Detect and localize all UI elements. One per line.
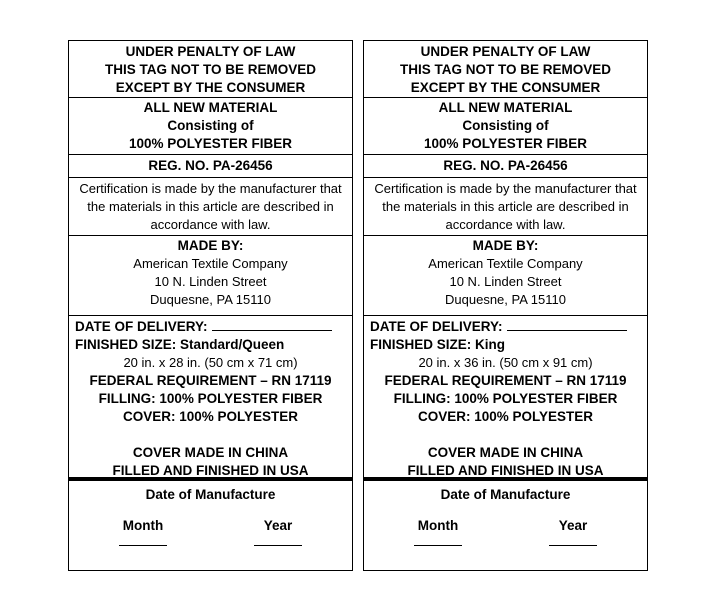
origin-line: FILLED AND FINISHED IN USA <box>407 463 604 478</box>
manufacture-date-section <box>69 481 352 571</box>
material-line: 100% POLYESTER FIBER <box>423 136 588 151</box>
certification-line: accordance with law. <box>445 217 566 232</box>
delivery-date-blank <box>507 318 627 331</box>
spacer <box>69 426 352 444</box>
manufacturer-section <box>364 236 647 316</box>
material-section <box>364 98 647 155</box>
penalty-line: EXCEPT BY THE CONSUMER <box>410 80 601 95</box>
maker-line: American Textile Company <box>428 256 583 271</box>
dimensions: 20 in. x 28 in. (50 cm x 71 cm) <box>123 355 298 370</box>
federal-requirement: FEDERAL REQUIREMENT – RN 17119 <box>89 373 332 388</box>
cover-content: COVER: 100% POLYESTER <box>417 409 594 424</box>
certification-line: Certification is made by the manufacturer that <box>79 181 342 196</box>
filling-content: FILLING: 100% POLYESTER FIBER <box>393 391 618 406</box>
month-blank <box>414 545 462 546</box>
delivery-date-row <box>364 318 647 336</box>
origin-line: COVER MADE IN CHINA <box>132 445 289 460</box>
material-line: ALL NEW MATERIAL <box>143 100 278 115</box>
material-section <box>69 98 352 155</box>
month-label: Month <box>122 518 164 533</box>
penalty-notice <box>364 41 647 98</box>
federal-requirement: FEDERAL REQUIREMENT – RN 17119 <box>384 373 627 388</box>
month-field <box>113 517 173 546</box>
maker-line: 10 N. Linden Street <box>154 274 267 289</box>
manufacture-date-title: Date of Manufacture <box>145 487 276 502</box>
penalty-line: UNDER PENALTY OF LAW <box>420 44 591 59</box>
product-details-section <box>364 316 647 481</box>
penalty-line: EXCEPT BY THE CONSUMER <box>115 80 306 95</box>
filling-content: FILLING: 100% POLYESTER FIBER <box>98 391 323 406</box>
certification-line: the materials in this article are described in <box>87 199 334 214</box>
penalty-line: UNDER PENALTY OF LAW <box>125 44 296 59</box>
delivery-date-label: DATE OF DELIVERY: <box>370 319 503 334</box>
month-label: Month <box>417 518 459 533</box>
year-label: Year <box>263 518 293 533</box>
finished-size: FINISHED SIZE: King <box>370 337 505 352</box>
registration-section <box>69 155 352 178</box>
year-field <box>543 517 603 546</box>
maker-line: American Textile Company <box>133 256 288 271</box>
registration-number: REG. NO. PA-26456 <box>443 158 568 173</box>
maker-line: Duquesne, PA 15110 <box>150 292 271 307</box>
year-blank <box>254 545 302 546</box>
month-blank <box>119 545 167 546</box>
certification-section <box>364 178 647 236</box>
made-by-label: MADE BY: <box>472 238 539 253</box>
maker-line: 10 N. Linden Street <box>449 274 562 289</box>
maker-line: Duquesne, PA 15110 <box>445 292 566 307</box>
delivery-date-label: DATE OF DELIVERY: <box>75 319 208 334</box>
manufacture-date-section <box>364 481 647 571</box>
penalty-notice <box>69 41 352 98</box>
registration-section <box>364 155 647 178</box>
material-line: 100% POLYESTER FIBER <box>128 136 293 151</box>
year-field <box>248 517 308 546</box>
delivery-date-blank <box>212 318 332 331</box>
law-tag-standard-queen <box>68 40 353 571</box>
product-details-section <box>69 316 352 481</box>
registration-number: REG. NO. PA-26456 <box>148 158 273 173</box>
certification-line: the materials in this article are described in <box>382 199 629 214</box>
spacer <box>364 426 647 444</box>
material-line: Consisting of <box>167 118 254 133</box>
certification-line: accordance with law. <box>150 217 271 232</box>
manufacture-date-title: Date of Manufacture <box>440 487 571 502</box>
manufacturer-section <box>69 236 352 316</box>
certification-line: Certification is made by the manufacturer that <box>374 181 637 196</box>
cover-content: COVER: 100% POLYESTER <box>122 409 299 424</box>
certification-section <box>69 178 352 236</box>
month-field <box>408 517 468 546</box>
law-tag-king <box>363 40 648 571</box>
material-line: Consisting of <box>462 118 549 133</box>
origin-line: FILLED AND FINISHED IN USA <box>112 463 309 478</box>
made-by-label: MADE BY: <box>177 238 244 253</box>
penalty-line: THIS TAG NOT TO BE REMOVED <box>104 62 316 77</box>
finished-size: FINISHED SIZE: Standard/Queen <box>75 337 285 352</box>
material-line: ALL NEW MATERIAL <box>438 100 573 115</box>
year-blank <box>549 545 597 546</box>
year-label: Year <box>558 518 588 533</box>
delivery-date-row <box>69 318 352 336</box>
dimensions: 20 in. x 36 in. (50 cm x 91 cm) <box>418 355 593 370</box>
origin-line: COVER MADE IN CHINA <box>427 445 584 460</box>
penalty-line: THIS TAG NOT TO BE REMOVED <box>399 62 611 77</box>
